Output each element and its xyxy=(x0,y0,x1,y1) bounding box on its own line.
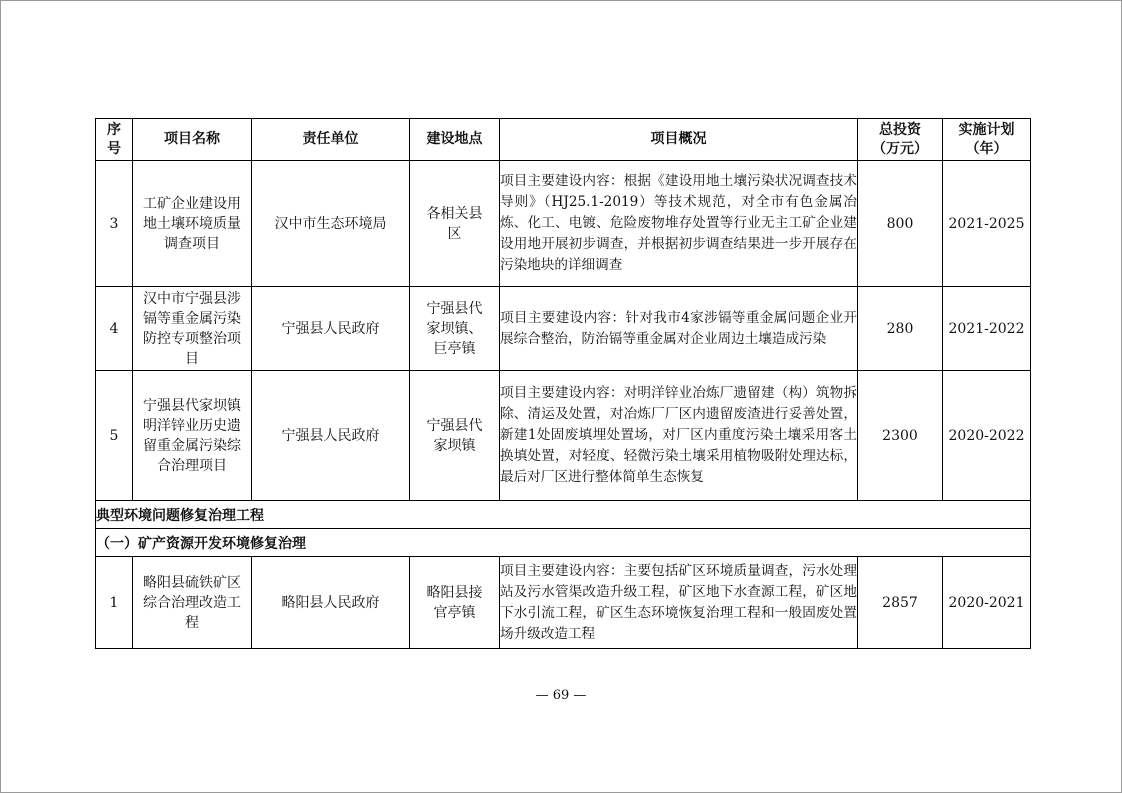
cell-name: 汉中市宁强县涉镉等重金属污染防控专项整治项目 xyxy=(133,287,252,371)
cell-overview: 项目主要建设内容：主要包括矿区环境质量调查，污水处理站及污水管渠改造升级工程，矿区地下水查源工程，矿区地下水引流工程，矿区生态环境恢复治理工程和一般固废处置场升级改造工程 xyxy=(500,557,858,649)
table-header-row xyxy=(96,119,1031,161)
cell-overview: 项目主要建设内容：对明洋锌业冶炼厂遗留建（构）筑物拆除、清运及处置，对冶炼厂厂区内遗留废渣进行妥善处置，新建1处固废填埋处置场，对厂区内重度污染土壤采用客土换填处置，对轻度、轻微污染土壤采用植物吸附处理达标，最后对厂区进行整体简单生态恢复 xyxy=(500,371,858,501)
table-row xyxy=(96,557,1031,649)
header-name: 项目名称 xyxy=(133,119,252,161)
header-seq: 序号 xyxy=(96,119,133,161)
cell-plan: 2020-2021 xyxy=(943,557,1031,649)
project-table xyxy=(95,118,1031,649)
section-row xyxy=(96,501,1031,529)
page-number: — 69 — xyxy=(535,688,587,703)
table-row xyxy=(96,161,1031,287)
cell-seq: 4 xyxy=(96,287,133,371)
cell-investment: 280 xyxy=(858,287,943,371)
cell-name: 宁强县代家坝镇明洋锌业历史遗留重金属污染综合治理项目 xyxy=(133,371,252,501)
cell-seq: 3 xyxy=(96,161,133,287)
cell-location: 各相关县区 xyxy=(410,161,500,287)
cell-investment: 800 xyxy=(858,161,943,287)
table-row xyxy=(96,371,1031,501)
cell-unit: 略阳县人民政府 xyxy=(252,557,410,649)
cell-unit: 宁强县人民政府 xyxy=(252,287,410,371)
cell-name: 略阳县硫铁矿区综合治理改造工程 xyxy=(133,557,252,649)
subsection-title: （一）矿产资源开发环境修复治理 xyxy=(96,529,1031,557)
section-title: 典型环境问题修复治理工程 xyxy=(96,501,1031,529)
cell-investment: 2857 xyxy=(858,557,943,649)
cell-location: 宁强县代家坝镇 xyxy=(410,371,500,501)
header-location: 建设地点 xyxy=(410,119,500,161)
cell-plan: 2021-2022 xyxy=(943,287,1031,371)
cell-seq: 1 xyxy=(96,557,133,649)
cell-unit: 汉中市生态环境局 xyxy=(252,161,410,287)
cell-plan: 2021-2025 xyxy=(943,161,1031,287)
header-unit: 责任单位 xyxy=(252,119,410,161)
cell-seq: 5 xyxy=(96,371,133,501)
cell-location: 宁强县代家坝镇、巨亭镇 xyxy=(410,287,500,371)
cell-location: 略阳县接官亭镇 xyxy=(410,557,500,649)
table-row xyxy=(96,287,1031,371)
subsection-row xyxy=(96,529,1031,557)
cell-overview: 项目主要建设内容：针对我市4家涉镉等重金属问题企业开展综合整治，防治镉等重金属对企业周边土壤造成污染 xyxy=(500,287,858,371)
cell-unit: 宁强县人民政府 xyxy=(252,371,410,501)
cell-investment: 2300 xyxy=(858,371,943,501)
cell-plan: 2020-2022 xyxy=(943,371,1031,501)
header-overview: 项目概况 xyxy=(500,119,858,161)
header-investment: 总投资（万元） xyxy=(858,119,943,161)
cell-overview: 项目主要建设内容：根据《建设用地土壤污染状况调查技术导则》（HJ25.1-2019）等技术规范，对全市有色金属冶炼、化工、电镀、危险废物堆存处置等行业无主工矿企业建设用地开展初步调查，并根据初步调查结果进一步开展存在污染地块的详细调查 xyxy=(500,161,858,287)
cell-name: 工矿企业建设用地土壤环境质量调查项目 xyxy=(133,161,252,287)
header-plan: 实施计划（年） xyxy=(943,119,1031,161)
